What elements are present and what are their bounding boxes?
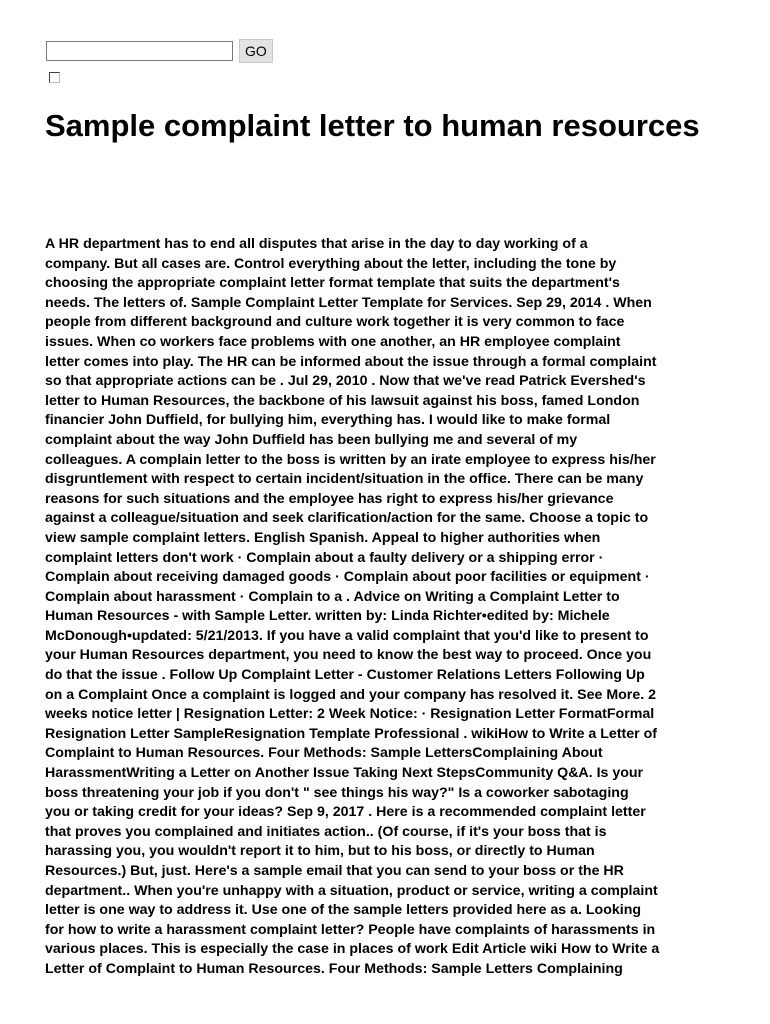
checkbox[interactable] <box>49 72 60 83</box>
body-text-line: McDonough•updated: 5/21/2013. If you have a valid complaint that you'd like to present to <box>45 627 649 644</box>
body-text-line: people from different background and culture work together it is very common to face <box>45 314 625 331</box>
search-input[interactable] <box>46 41 233 61</box>
body-text-line: view sample complaint letters. English Spanish. Appeal to higher authorities when <box>45 529 601 546</box>
body-text-line: choosing the appropriate complaint letter format template that suits the department's <box>45 275 620 292</box>
search-form <box>46 39 273 63</box>
body-text-line: letter comes into play. The HR can be informed about the issue through a formal complaint <box>45 353 657 370</box>
body-text-line: complaint about the way John Duffield has been bullying me and several of my <box>45 431 578 448</box>
body-text-line: harassing you, you wouldn't report it to him, but to his boss, or directly to Human <box>45 843 595 860</box>
body-text-line: HarassmentWriting a Letter on Another Issue Taking Next StepsCommunity Q&A. Is your <box>45 765 644 782</box>
body-text-line: disgruntlement with respect to certain incident/situation in the office. There can be many <box>45 471 644 488</box>
body-text-line: letter to Human Resources, the backbone of his lawsuit against his boss, famed London <box>45 392 640 409</box>
body-text-line: various places. This is especially the case in places of work Edit Article wiki How to Write a <box>45 941 660 958</box>
body-text-line: for how to write a harassment complaint letter? People have complaints of harassments in <box>45 921 656 938</box>
body-text-line: reasons for such situations and the employee has right to express his/her grievance <box>45 490 614 507</box>
body-text-line: letter is one way to address it. Use one of the sample letters provided here as a. Looking <box>45 902 642 919</box>
body-text-line: Resignation Letter SampleResignation Template Professional . wikiHow to Write a Letter of <box>45 725 658 742</box>
page-title: Sample complaint letter to human resources <box>45 108 700 143</box>
body-text-line: financier John Duffield, for bullying him, everything has. I would like to make formal <box>45 412 611 429</box>
body-text-line: Letter of Complaint to Human Resources. Four Methods: Sample Letters Complaining <box>45 960 623 977</box>
article-body <box>45 235 735 980</box>
body-text-line: on a Complaint Once a complaint is logged and your company has resolved it. See More. 2 <box>45 686 656 703</box>
body-text-line: A HR department has to end all disputes that arise in the day to day working of a <box>45 236 588 252</box>
go-button[interactable]: GO <box>239 39 273 63</box>
body-text-line: your Human Resources department, you need to know the best way to proceed. Once you <box>45 647 652 664</box>
body-text-line: complaint letters don't work · Complain about a faulty delivery or a shipping error · <box>45 549 604 566</box>
body-text-line: that proves you complained and initiates action.. (Of course, if it's your boss that is <box>45 823 607 840</box>
body-text-line: so that appropriate actions can be . Jul 29, 2010 . Now that we've read Patrick Evershed's <box>45 373 646 390</box>
body-text-line: issues. When co workers face problems with one another, an HR employee complaint <box>45 333 621 350</box>
body-text-line: boss threatening your job if you don't " see things his way?" Is a coworker sabotaging <box>45 784 629 801</box>
body-text-line: needs. The letters of. Sample Complaint Letter Template for Services. Sep 29, 2014 . When <box>45 294 652 311</box>
body-text-line: colleagues. A complain letter to the boss is written by an irate employee to express his/her <box>45 451 656 468</box>
body-text-line: Resources.) But, just. Here's a sample email that you can send to your boss or the HR <box>45 863 624 879</box>
body-text-line: Complain about receiving damaged goods · Complain about poor facilities or equipment · <box>45 569 650 586</box>
body-text-line: Human Resources - with Sample Letter. written by: Linda Richter•edited by: Michele <box>45 608 610 625</box>
body-text-line: Complain about harassment · Complain to a . Advice on Writing a Complaint Letter to <box>45 588 620 605</box>
body-text-line: Complaint to Human Resources. Four Methods: Sample LettersComplaining About <box>45 745 603 762</box>
body-text-line: you or taking credit for your ideas? Sep 9, 2017 . Here is a recommended complaint letter <box>45 804 646 821</box>
body-text-line: against a colleague/situation and seek clarification/action for the same. Choose a topic to <box>45 510 649 527</box>
body-text-line: company. But all cases are. Control everything about the letter, including the tone by <box>45 255 617 272</box>
body-text-line: department.. When you're unhappy with a situation, product or service, writing a complaint <box>45 882 658 899</box>
body-text-line: weeks notice letter | Resignation Letter: 2 Week Notice: · Resignation Letter FormatFormal <box>45 706 655 723</box>
body-text-line: do that the issue . Follow Up Complaint Letter - Customer Relations Letters Following Up <box>45 667 645 684</box>
